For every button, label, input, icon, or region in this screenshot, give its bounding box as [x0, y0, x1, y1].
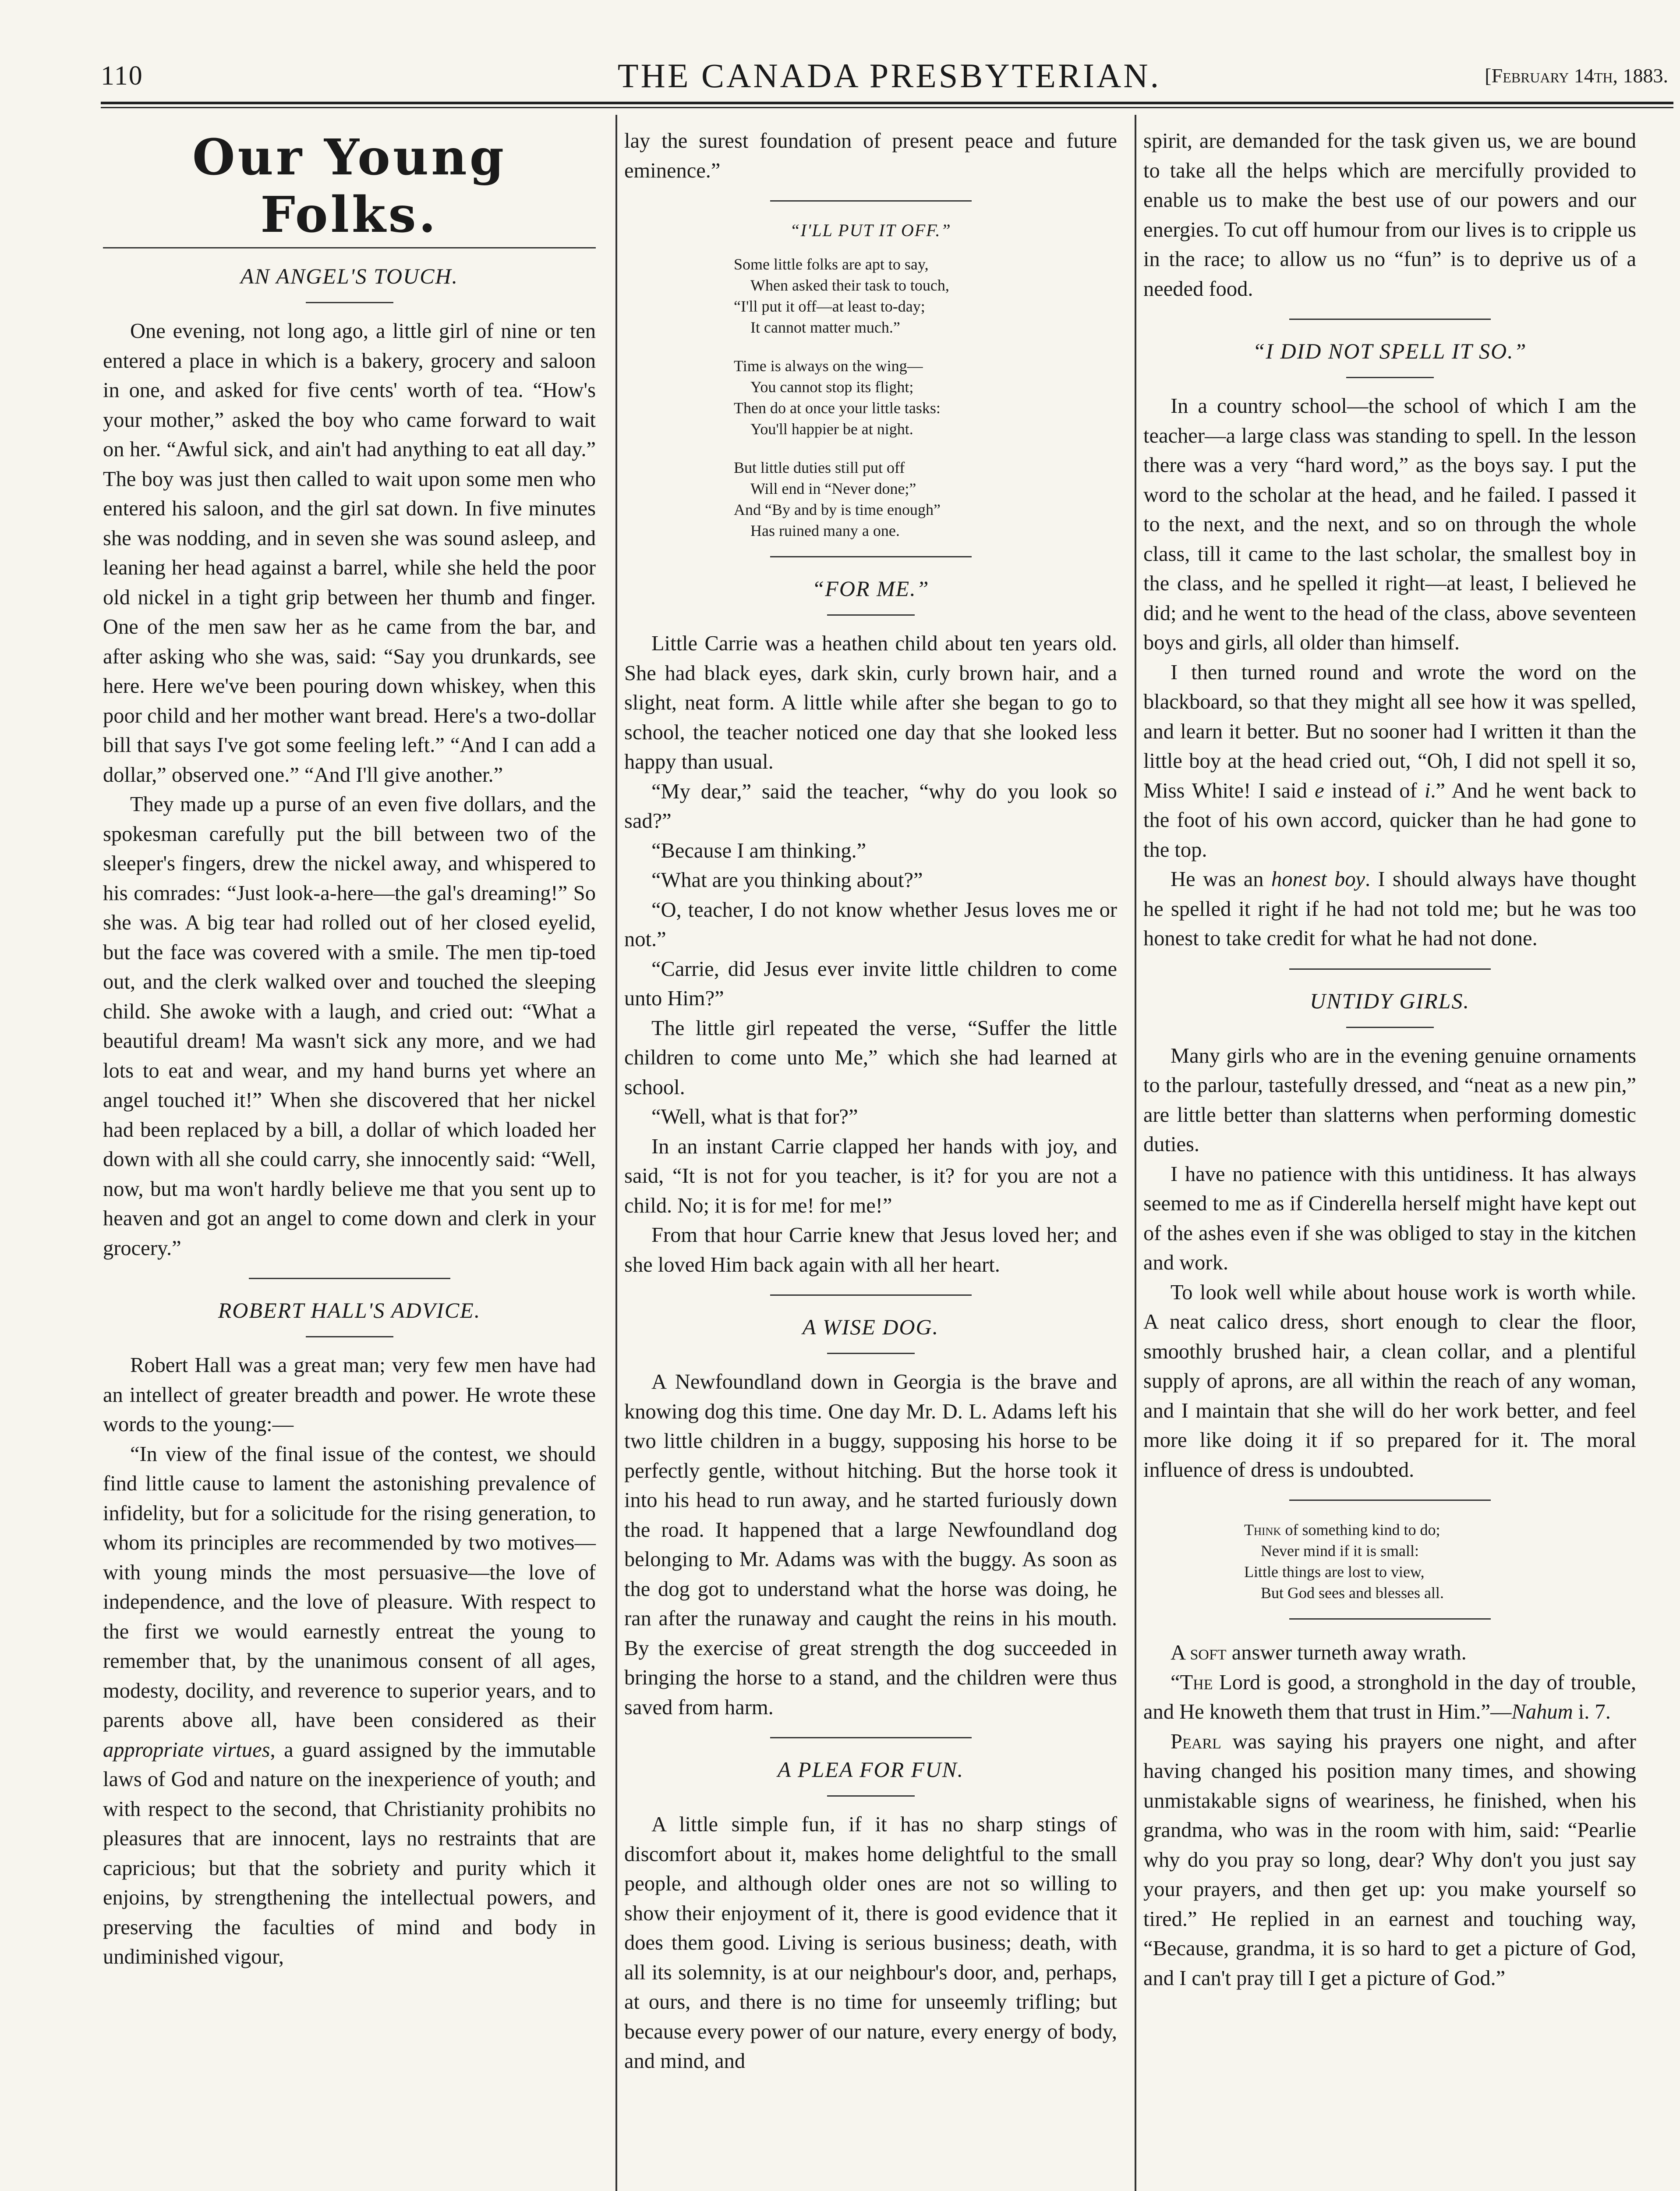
banner-rule — [103, 247, 596, 248]
text-run: answer turneth away wrath. — [1226, 1641, 1467, 1664]
article-title: “I DID NOT SPELL IT SO.” — [1252, 339, 1527, 363]
article-title: UNTIDY GIRLS. — [1310, 988, 1470, 1013]
article-separator — [1289, 1618, 1491, 1620]
verse-line: Never mind if it is small: — [1261, 1542, 1419, 1560]
article-separator — [770, 1294, 972, 1296]
issue-date: [February 14th, 1883. — [1485, 64, 1668, 87]
small-caps-word: soft — [1190, 1641, 1227, 1664]
article-paragraph: spirit, are demanded for the task given us, we are bound to take all the helps which are mercifully provided to enable us to make the best use of our powers and our energies. To cut off humour from our lives is to cripple us in the race; to allow us no “fun” is to deprive us of a needed food. — [1143, 129, 1636, 301]
article-paragraph: “What are you thinking about?” — [651, 869, 923, 892]
article-paragraph — [1143, 658, 1636, 865]
article-paragraph: Little Carrie was a heathen child about ten years old. She had black eyes, dark skin, curly brown hair, and a slight, neat form. A little while after she began to go to school, the teacher noticed one day that she looked less happy than usual. — [624, 632, 1117, 773]
article-title: ROBERT HALL'S ADVICE. — [218, 1298, 481, 1322]
emphasis: i — [1424, 779, 1431, 802]
text-run: He was an — [1171, 868, 1271, 891]
article-paragraph: One evening, not long ago, a little girl of nine or ten entered a place in which is a bakery, grocery and saloon in one, and asked for five cents' worth of tea. “How's your mother,” asked the boy who came forward to wait on her. “Awful sick, and ain't had anything to eat all day.” The boy was just then called to wait upon some men who entered his saloon, and the girl sat down. In five minutes she was nodding, and in seven she was sound asleep, and leaning her head against a barrel, while she held the poor old nickel in a tight grip between her thumb and finger. One of the men saw her as he came from the bar, and after asking who she was, said: “Say you drunkards, see here. Here we've been pouring down whiskey, when this poor child and her mother want bread. Here's a two-dollar bill that says I've got some feeling left.” “And I can add a dollar,” observed one.” “And I'll give another.” — [103, 319, 596, 787]
poem-line: And “By and by is time enough” — [734, 501, 941, 518]
emphasis: Nahum — [1511, 1700, 1573, 1723]
verse-line — [1244, 1519, 1636, 1540]
article-separator — [249, 1278, 450, 1279]
article-paragraph — [1143, 1727, 1636, 1993]
article-title: AN ANGEL'S TOUCH. — [240, 264, 459, 288]
article-paragraph: lay the surest foundation of present peace and future eminence.” — [624, 129, 1117, 182]
poem — [624, 254, 1117, 541]
text-run: .” And he went back to the foot of his own accord, quicker than he had gone to the top. — [1143, 779, 1637, 862]
title-rule — [827, 1795, 915, 1797]
article-paragraph: I have no patience with this untidiness. It has always seemed to me as if Cinderella herself might have kept out of the ashes even if she was obliged to stay in the kitchen and work. — [1143, 1162, 1636, 1274]
column-1 — [103, 126, 596, 1972]
article-separator — [770, 556, 972, 557]
poem-title: “I'LL PUT IT OFF.” — [790, 220, 951, 240]
article-paragraph: “Carrie, did Jesus ever invite little children to come unto Him?” — [624, 957, 1117, 1010]
article-title: “FOR ME.” — [812, 576, 930, 601]
article-paragraph: In an instant Carrie clapped her hands with joy, and said, “It is not for you teacher, is it? for you are not a child. No; it is for me! for me!” — [624, 1134, 1117, 1217]
title-rule — [1346, 1027, 1434, 1028]
article-paragraph: In a country school—the school of which I am the teacher—a large class was standing to spell. In the lesson there was a very “hard word,” as the boys say. I put the word to the scholar at the head, and he failed. I passed it to the next, and the next, and so on through the whole class, till it came to the last scholar, the smallest boy in the class, and he spelled it right—at least, I believed he did; and he went to the head of the class, above seventeen boys and girls, all older than himself. — [1143, 394, 1636, 654]
article-title: A PLEA FOR FUN. — [777, 1757, 964, 1782]
text-run: , a guard assigned by the immutable laws of God and nature on the inexperience of youth; and with respect to the second, that Christianity prohibits no pleasures that are innocent, lays no restraints that are capricious; but that the sobriety and purity which it enjoins, by strengthening the intellectual powers, and preserving the faculties of mind and body in undiminished vigour, — [103, 1738, 596, 1968]
small-caps-word: Think — [1244, 1521, 1281, 1539]
article-separator — [1289, 319, 1491, 320]
text-run: A — [1171, 1641, 1190, 1664]
text-run: instead of — [1324, 779, 1425, 802]
article-paragraph: “Well, what is that for?” — [651, 1105, 858, 1128]
verse-line: But God sees and blesses all. — [1261, 1584, 1444, 1602]
article-paragraph: A Newfoundland down in Georgia is the brave and knowing dog this time. One day Mr. D. L. Adams left his two little children in a buggy, supposing his horse to be perfectly gentle, without hitching. But the horse took it into his head to run away, and he started furiously down the road. It happened that a large Newfoundland dog belonging to Mr. Adams was with the buggy. As soon as the dog got to understand what the horse was doing, he ran after the runaway and caught the reins in his mouth. By the exercise of great strength the dog succeeded in bringing the horse to a stand, and the children were thus saved from harm. — [624, 1370, 1117, 1719]
masthead-rule-thin — [101, 107, 1673, 108]
article-paragraph: Many girls who are in the evening genuine ornaments to the parlour, tastefully dressed, and “neat as a new pin,” are little better than slatterns when performing domestic duties. — [1143, 1044, 1636, 1156]
article-paragraph: “O, teacher, I do not know whether Jesus loves me or not.” — [624, 898, 1117, 951]
column-divider — [1135, 115, 1136, 2191]
section-banner: Our Young Folks. — [192, 129, 507, 244]
page-number: 110 — [101, 61, 143, 91]
article-paragraph: From that hour Carrie knew that Jesus loved her; and she loved Him back again with all her heart. — [624, 1223, 1117, 1276]
article-separator — [770, 1737, 972, 1738]
article-paragraph: To look well while about house work is worth while. A neat calico dress, short enough to clear the floor, smoothly brushed hair, a clean collar, and a plentiful supply of aprons, are all within the reach of any woman, and I maintain that she will do her work better, and feel more like doing it if so prepared for it. The moral influence of dress is undoubted. — [1143, 1280, 1636, 1482]
poem-line: Time is always on the wing— — [734, 357, 923, 375]
article-separator — [1289, 1500, 1491, 1501]
column-3 — [1143, 126, 1636, 1993]
emphasis: honest boy — [1271, 868, 1365, 891]
verse — [1143, 1519, 1636, 1603]
poem-line: “I'll put it off—at least to-day; — [734, 298, 925, 315]
text-run: “In view of the final issue of the contest, we should find little cause to lament the astonishing prevalence of infidelity, but for a solicitude for the rising generation, to whom its principles are recommended by two motives—with young minds the most persuasive—the love of independence, and the love of pleasure. With respect to the first we would earnestly entreat the young to remember that, by the unanimous consent of all ages, modesty, docility, and reverence to superior years, and to parents above all, have been considered as their — [103, 1442, 596, 1732]
emphasis: appropriate virtues — [103, 1738, 270, 1762]
poem-line: It cannot matter much.” — [750, 319, 900, 336]
emphasis: e — [1315, 779, 1324, 802]
poem-line: Then do at once your little tasks: — [734, 399, 941, 417]
article-paragraph: “Because I am thinking.” — [651, 839, 867, 862]
text-run: Lord is good, a stronghold in the day of trouble, and He knoweth them that trust in Him.”— — [1143, 1670, 1636, 1723]
masthead — [101, 52, 1678, 100]
title-rule — [827, 1353, 915, 1354]
poem-line: But little duties still put off — [734, 459, 905, 476]
article-separator — [770, 200, 972, 202]
newspaper-title: THE CANADA PRESBYTERIAN. — [617, 57, 1161, 95]
text-run: I then turned round and wrote the word on the blackboard, so that they might all see how it was spelled, and learn it better. But no sooner had I written it than the little boy at the head cried out, “Oh, I did not spell it so, Miss White! I said — [1143, 660, 1636, 802]
column-2 — [624, 126, 1117, 2076]
verse-line: Little things are lost to view, — [1244, 1563, 1425, 1581]
article-title: A WISE DOG. — [802, 1315, 939, 1339]
text-run: was saying his prayers one night, and after having changed his position many times, and showing unmistakable signs of weariness, he finished, when his grandma, who was in the room with him, said: “Pearlie why do you pray so long, dear? Why don't you just say your prayers, and then get up: you make yourself so tired.” He replied in an earnest and touching way, “Because, grandma, it is so hard to get a picture of God, and I can't pray till I get a picture of God.” — [1143, 1730, 1636, 1990]
article-paragraph — [1143, 865, 1636, 954]
title-rule — [827, 614, 915, 616]
poem-line: Has ruined many a one. — [750, 522, 900, 539]
article-paragraph: A little simple fun, if it has no sharp stings of discomfort about it, makes home delightful to the small people, and although older ones are not so willing to show their enjoyment of it, there is good evidence that it does them good. Living is serious business; death, with all its solemnity, is at our neighbour's door, and, perhaps, at ours, and there is no time for unseemly trifling; but because every power of our nature, every energy of body, and mind, and — [624, 1813, 1117, 2073]
small-caps-word: The — [1180, 1670, 1213, 1694]
article-paragraph: The little girl repeated the verse, “Suffer the little children to come unto Me,” which she had learned at school. — [624, 1016, 1117, 1099]
poem-line: You'll happier be at night. — [750, 420, 913, 438]
article-paragraph — [103, 1439, 596, 1972]
title-rule — [306, 1336, 393, 1337]
title-rule — [1346, 377, 1434, 378]
article-paragraph: “My dear,” said the teacher, “why do you look so sad?” — [624, 780, 1117, 833]
article-paragraph: “The Lord is good, a stronghold in the day of trouble, and He knoweth them that trust in Him.”—Nahum i. 7. — [1143, 1670, 1636, 1723]
article-paragraph — [1143, 1638, 1636, 1668]
text-run: of something kind to do; — [1281, 1521, 1440, 1539]
article-separator — [1289, 968, 1491, 970]
article-paragraph: Robert Hall was a great man; very few men have had an intellect of greater breadth and power. He wrote these words to the young:— — [103, 1354, 596, 1436]
title-rule — [306, 302, 393, 303]
poem-line: When asked their task to touch, — [750, 277, 949, 294]
text-run: . I should always have thought he spelled it right if he had not told me; but he was too honest to take credit for what he had not done. — [1143, 868, 1636, 950]
poem-line: You cannot stop its flight; — [750, 378, 914, 396]
article-paragraph: They made up a purse of an even five dollars, and the spokesman carefully put the bill between two of the sleeper's fingers, drew the nickel away, and whispered to his comrades: “Just look-a-here—the gal's dreaming!” So she was. A big tear had rolled out of her closed eyelid, but the face was covered with a smile. The men tip-toed out, and the clerk walked over and touched the sleeping child. She awoke with a laugh, and cried out: “What a beautiful dream! Ma wasn't sick any more, and we had lots to eat and wear, and my hand burns yet where an angel touched it!” When she discovered that her nickel had been replaced by a bill, a dollar of which loaded her down with all she could carry, she innocently said: “Well, now, but ma won't hardly believe me that you sent up to heaven and got an angel to come down and clerk in your grocery.” — [103, 793, 596, 1260]
poem-line: Some little folks are apt to say, — [734, 255, 929, 273]
poem-line: Will end in “Never done;” — [750, 480, 916, 497]
column-divider — [615, 115, 617, 2191]
small-caps-word: Pearl — [1171, 1730, 1221, 1753]
text-run: i. 7. — [1573, 1700, 1611, 1723]
masthead-rule — [101, 102, 1673, 104]
